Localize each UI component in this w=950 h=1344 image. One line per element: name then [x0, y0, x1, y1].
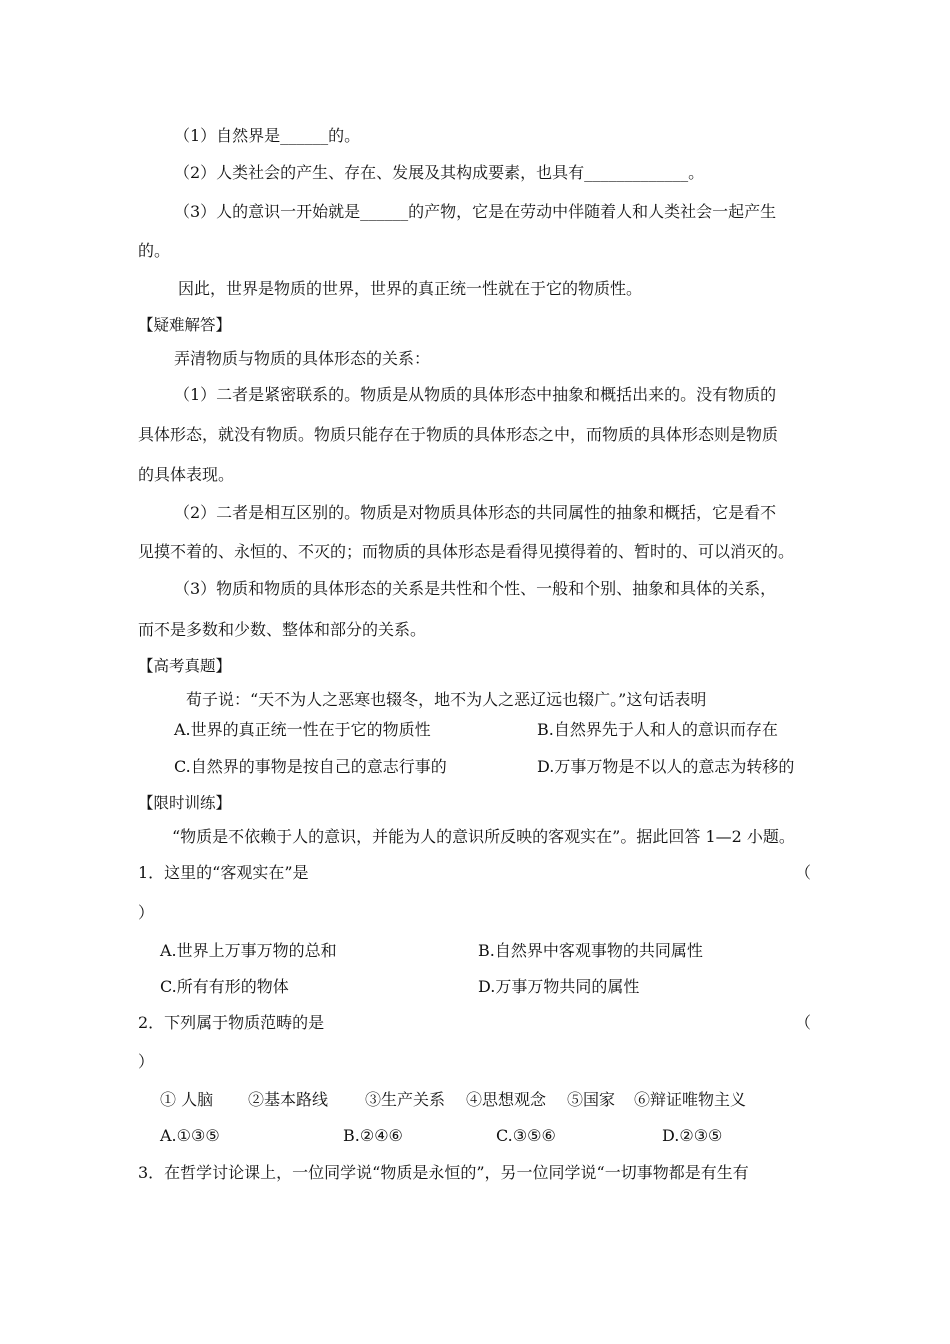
intro-item-3-line-1: （3）人的意识一开始就是______的产物，它是在劳动中伴随着人和人类社会一起产生 [174, 202, 777, 221]
intro-item-2: （2）人类社会的产生、存在、发展及其构成要素，也具有_____________。 [174, 163, 705, 182]
difficult-point-3-line-2: 而不是多数和少数、整体和部分的关系。 [138, 620, 427, 639]
question-2: 2．下列属于物质范畴的是 [138, 1013, 325, 1032]
difficult-lead: 弄清物质与物质的具体形态的关系： [174, 349, 431, 368]
question-2-option-d: D.②③⑤ [662, 1126, 723, 1145]
gaokao-option-b: B.自然界先于人和人的意识而存在 [537, 720, 778, 739]
question-2-item-4: ④思想观念 [466, 1090, 547, 1109]
question-2-item-5: ⑤国家 [567, 1090, 616, 1109]
intro-item-1: （1）自然界是______的。 [174, 126, 361, 145]
intro-item-3-line-2: 的。 [138, 241, 171, 260]
question-2-option-b: B.②④⑥ [343, 1126, 403, 1145]
training-heading: 【限时训练】 [138, 794, 232, 812]
question-3: 3．在哲学讨论课上，一位同学说“物质是永恒的”，另一位同学说“一切事物都是有生有 [138, 1163, 749, 1182]
difficult-heading: 【疑难解答】 [138, 316, 232, 334]
question-1-paren-open: （ [795, 863, 812, 882]
question-1-option-a: A.世界上万事万物的总和 [160, 941, 337, 960]
question-1-option-d: D.万事万物共同的属性 [478, 977, 640, 996]
difficult-point-1-line-2: 具体形态，就没有物质。物质只能存在于物质的具体形态之中，而物质的具体形态则是物质 [138, 425, 779, 444]
question-1: 1．这里的“客观实在”是 [138, 863, 309, 882]
gaokao-option-d: D.万事万物是不以人的意志为转移的 [537, 757, 795, 776]
difficult-point-2-line-2: 见摸不着的、永恒的、不灭的；而物质的具体形态是看得见摸得着的、暂时的、可以消灭的。 [138, 542, 795, 561]
question-2-item-2: ②基本路线 [248, 1090, 329, 1109]
intro-conclusion: 因此，世界是物质的世界，世界的真正统一性就在于它的物质性。 [178, 279, 643, 298]
gaokao-heading: 【高考真题】 [138, 657, 232, 675]
difficult-point-3-line-1: （3）物质和物质的具体形态的关系是共性和个性、一般和个别、抽象和具体的关系， [174, 579, 777, 598]
question-2-option-c: C.③⑤⑥ [496, 1126, 556, 1145]
difficult-point-1-line-3: 的具体表现。 [138, 465, 235, 484]
question-2-item-3: ③生产关系 [365, 1090, 446, 1109]
difficult-point-2-line-1: （2）二者是相互区别的。物质是对物质具体形态的共同属性的抽象和概括，它是看不 [174, 503, 777, 522]
question-2-item-6: ⑥辩证唯物主义 [634, 1090, 747, 1109]
question-2-paren-close: ） [138, 1052, 155, 1071]
question-1-option-b: B.自然界中客观事物的共同属性 [478, 941, 703, 960]
gaokao-option-a: A.世界的真正统一性在于它的物质性 [174, 720, 431, 739]
question-2-item-1: ① 人脑 [160, 1090, 214, 1109]
difficult-point-1-line-1: （1）二者是紧密联系的。物质是从物质的具体形态中抽象和概括出来的。没有物质的 [174, 385, 777, 404]
question-1-paren-close: ） [138, 903, 155, 922]
question-1-option-c: C.所有有形的物体 [160, 977, 289, 996]
gaokao-option-c: C.自然界的事物是按自己的意志行事的 [174, 757, 447, 776]
question-2-paren-open: （ [795, 1013, 812, 1032]
training-lead: “物质是不依赖于人的意识，并能为人的意识所反映的客观实在”。据此回答 1—2 小题。 [172, 827, 795, 846]
gaokao-question: 荀子说：“天不为人之恶寒也辍冬，地不为人之恶辽远也辍广。”这句话表明 [186, 690, 707, 709]
question-2-option-a: A.①③⑤ [160, 1126, 220, 1145]
